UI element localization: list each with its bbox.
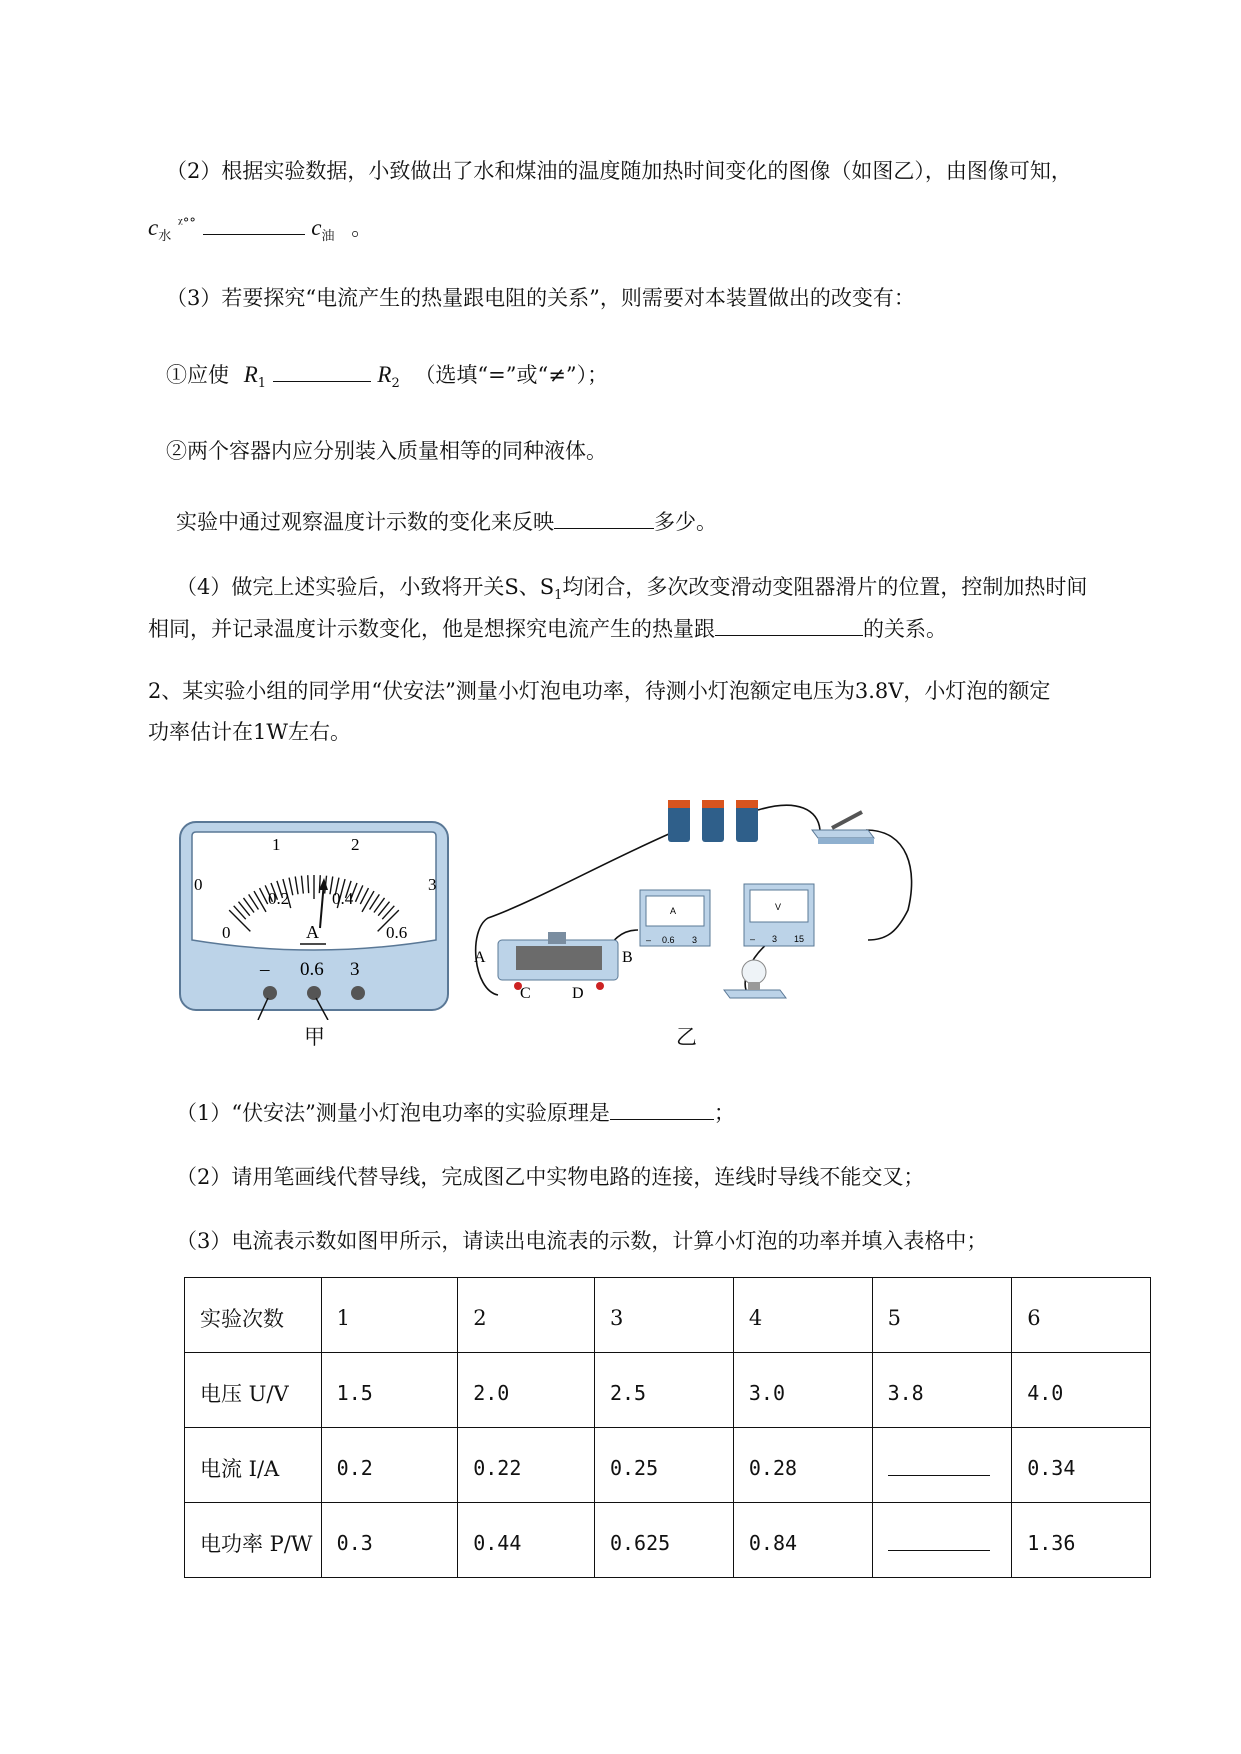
table-cell xyxy=(321,1428,458,1503)
row-header-cell xyxy=(185,1503,322,1578)
cell-text: 0.34 xyxy=(1027,1456,1076,1480)
cell-text: 2.5 xyxy=(609,1381,647,1405)
table-cell xyxy=(1012,1353,1151,1428)
rheostat-coil xyxy=(516,946,602,970)
cell-text: 2 xyxy=(473,1306,487,1330)
lamp-base xyxy=(724,990,786,998)
item1-prefix: ①应使 xyxy=(166,363,229,387)
cell-text: 3.8 xyxy=(887,1381,924,1405)
battery-3-cap xyxy=(736,800,758,808)
cell-text: 1.5 xyxy=(336,1381,373,1405)
row-header-cell xyxy=(185,1353,322,1428)
rheostat-label-b: B xyxy=(622,949,633,966)
ammeter-tick xyxy=(308,875,309,893)
row-header-cell xyxy=(185,1428,322,1503)
q1-part3-text: （3）若要探究“电流产生的热量跟电阻的关系”，则需要对本装置做出的改变有： xyxy=(166,286,915,310)
table-cell xyxy=(872,1353,1012,1428)
cell-text: 1.36 xyxy=(1027,1531,1076,1555)
q1-part3-item1 xyxy=(166,359,608,399)
table-cell xyxy=(321,1278,458,1353)
cell-text: 0.2 xyxy=(336,1456,373,1480)
c-water-sub: 水 xyxy=(158,229,172,245)
q1-part3-line1 xyxy=(166,283,915,313)
observe-prefix: 实验中通过观察温度计示数的变化来反映 xyxy=(176,510,554,534)
s1-sub: 1 xyxy=(554,588,563,604)
cell-text: 电压 U/V xyxy=(200,1382,289,1406)
q2-part2-text: （2）请用笔画线代替导线，完成图乙中实物电路的连接，连线时导线不能交叉； xyxy=(176,1165,925,1189)
top-scale-1: 1 xyxy=(272,835,281,854)
top-scale-2: 2 xyxy=(351,835,360,854)
table-cell xyxy=(458,1503,595,1578)
table-cell xyxy=(1012,1428,1151,1503)
fig-jia-caption-text: 甲 xyxy=(304,1025,325,1049)
q2-part3-text: （3）电流表示数如图甲所示，请读出电流表的示数，计算小灯泡的功率并填入表格中； xyxy=(176,1229,988,1253)
c-water-symbol: c xyxy=(148,215,159,240)
circuit-voltmeter xyxy=(744,884,814,946)
row-header-cell xyxy=(185,1278,322,1353)
switch-lever xyxy=(832,812,862,828)
cell-text: 电功率 P/W xyxy=(200,1532,313,1556)
lamp-bulb xyxy=(742,960,766,984)
part4-line2-prefix: 相同，并记录温度计示数变化，他是想探究电流产生的热量跟 xyxy=(148,617,715,641)
cell-text: 3 xyxy=(609,1306,624,1330)
table-row xyxy=(185,1278,1151,1353)
bottom-scale-2: 0.4 xyxy=(332,889,354,908)
terminal-minus xyxy=(263,986,277,1000)
table-cell xyxy=(321,1503,458,1578)
voltmeter-t0: – xyxy=(750,934,756,944)
part4-line2-suffix: 的关系。 xyxy=(863,617,947,641)
answer-blank[interactable] xyxy=(888,1530,990,1551)
lamp xyxy=(724,960,786,998)
table-cell xyxy=(1012,1278,1151,1353)
q1-part3-observe xyxy=(176,506,717,537)
rheostat xyxy=(474,932,633,1002)
cell-text: 0.625 xyxy=(609,1531,671,1555)
terminal-label-3: 3 xyxy=(350,959,360,980)
table-cell xyxy=(458,1278,595,1353)
cell-text: 5 xyxy=(887,1306,901,1330)
r2-sub: 2 xyxy=(391,376,400,392)
table-row xyxy=(185,1353,1151,1428)
c-oil-symbol: c xyxy=(311,215,322,240)
rheostat-label-d: D xyxy=(572,985,584,1002)
cell-text: 1 xyxy=(336,1306,351,1330)
rheostat-label-a: A xyxy=(474,949,486,966)
table-cell xyxy=(594,1503,733,1578)
ammeter-tick xyxy=(319,875,320,893)
cell-text: 0.25 xyxy=(609,1456,659,1480)
terminal-label-minus: – xyxy=(260,959,270,980)
terminal-label-0-6: 0.6 xyxy=(300,959,324,980)
c-oil-sub: 油 xyxy=(321,229,335,245)
q1-part2-text: （2）根据实验数据，小致做出了水和煤油的温度随加热时间变化的图像（如图乙），由图像可知， xyxy=(166,159,1072,183)
answer-blank[interactable] xyxy=(888,1455,990,1476)
r-compare-blank[interactable] xyxy=(273,359,371,382)
ammeter-unit: A xyxy=(306,922,319,942)
part4-text-b: 均闭合，多次改变滑动变阻器滑片的位置，控制加热时间 xyxy=(562,575,1088,599)
table-cell xyxy=(594,1278,733,1353)
top-scale-3: 3 xyxy=(428,875,437,894)
table-cell xyxy=(1012,1503,1151,1578)
wire-switch-voltmeter xyxy=(866,830,912,940)
q2-part2 xyxy=(176,1162,924,1192)
line-end: 。 xyxy=(351,216,373,240)
observe-blank[interactable] xyxy=(554,506,654,529)
q1-part2-line2 xyxy=(148,209,372,252)
q2-part1 xyxy=(176,1097,735,1128)
cell-text: 实验次数 xyxy=(200,1307,284,1331)
principle-blank[interactable] xyxy=(610,1097,714,1120)
switch-base-side xyxy=(818,838,874,844)
table-cell xyxy=(733,1503,872,1578)
table-cell xyxy=(458,1353,595,1428)
terminal-0-6 xyxy=(307,986,321,1000)
cell-text: 3.0 xyxy=(748,1381,785,1405)
part4-blank[interactable] xyxy=(715,613,863,636)
table-cell xyxy=(594,1353,733,1428)
table-row xyxy=(185,1503,1151,1578)
cell-text: 2.0 xyxy=(473,1381,510,1405)
cell-text: 0.28 xyxy=(748,1456,798,1480)
part4-text-a: （4）做完上述实验后，小致将开关S、S xyxy=(176,575,555,599)
circuit-ammeter-t2: 3 xyxy=(692,935,698,945)
item2-text: ②两个容器内应分别装入质量相等的同种液体。 xyxy=(166,439,607,463)
cell-text: 0.84 xyxy=(748,1531,798,1555)
voltmeter-t1: 3 xyxy=(772,934,778,944)
cell-text: 电流 I/A xyxy=(200,1457,280,1481)
battery-2-cap xyxy=(702,800,724,808)
table-cell xyxy=(594,1428,733,1503)
terminal-3 xyxy=(351,986,365,1000)
lamp-socket xyxy=(748,982,760,990)
table-cell[interactable] xyxy=(872,1428,1012,1503)
cell-text: 0.44 xyxy=(473,1531,522,1555)
cell-text: 0.3 xyxy=(336,1531,373,1555)
switch-base xyxy=(812,830,874,838)
voltmeter-unit: V xyxy=(775,902,782,912)
q2-line2 xyxy=(148,717,351,747)
compare-c-blank[interactable] xyxy=(203,212,305,235)
cell-text: 6 xyxy=(1027,1306,1041,1330)
switch xyxy=(812,812,874,844)
circuit-ammeter-unit: A xyxy=(670,906,677,916)
voltmeter-t2: 15 xyxy=(794,934,805,944)
fig-jia-caption xyxy=(304,1022,325,1052)
circuit-ammeter-t1: 0.6 xyxy=(662,935,675,945)
top-scale-0: 0 xyxy=(194,875,203,894)
q2-part1-prefix: （1）“伏安法”测量小灯泡电功率的实验原理是 xyxy=(176,1101,610,1125)
q1-part2-line1 xyxy=(166,156,1072,186)
item1-suffix: （选填“=”或“≠”）； xyxy=(414,363,609,387)
wire-battery-switch xyxy=(758,805,820,830)
observe-suffix: 多少。 xyxy=(654,510,717,534)
ammeter-figure xyxy=(178,820,460,1020)
table-cell xyxy=(872,1278,1012,1353)
fig-yi-caption xyxy=(676,1022,697,1052)
r2-symbol: R xyxy=(377,362,392,387)
table-cell xyxy=(733,1428,872,1503)
battery-pack xyxy=(668,800,758,842)
superscript-mark: ᵡ°° xyxy=(177,216,196,231)
table-cell[interactable] xyxy=(872,1503,1012,1578)
r1-symbol: R xyxy=(243,362,258,387)
bottom-scale-3: 0.6 xyxy=(386,923,408,942)
data-table xyxy=(184,1277,1151,1578)
table-cell xyxy=(458,1428,595,1503)
cell-text: 4.0 xyxy=(1027,1381,1064,1405)
q2-text-2: 功率估计在1W左右。 xyxy=(148,720,351,744)
table-row xyxy=(185,1428,1151,1503)
q2-part1-suffix: ； xyxy=(713,1101,735,1125)
rheostat-slider xyxy=(548,932,566,944)
bottom-scale-0: 0 xyxy=(222,923,231,942)
q2-text-1: 2、某实验小组的同学用“伏安法”测量小灯泡电功率，待测小灯泡额定电压为3.8V，小灯泡的额定 xyxy=(148,679,1051,703)
table-cell xyxy=(733,1353,872,1428)
q1-part4-line1 xyxy=(176,572,1087,611)
terminal-d xyxy=(596,982,604,990)
fig-yi-caption-text: 乙 xyxy=(676,1025,697,1049)
table-cell xyxy=(321,1353,458,1428)
bottom-scale-1: 0.2 xyxy=(268,889,290,908)
battery-1-cap xyxy=(668,800,690,808)
q2-part3 xyxy=(176,1226,987,1256)
cell-text: 4 xyxy=(748,1306,763,1330)
rheostat-label-c: C xyxy=(520,985,531,1002)
circuit-figure xyxy=(468,790,928,1020)
q1-part4-line2 xyxy=(148,613,947,644)
q2-line1 xyxy=(148,676,1050,706)
q1-part3-item2 xyxy=(166,436,607,466)
r1-sub: 1 xyxy=(257,376,267,392)
circuit-ammeter xyxy=(640,890,710,946)
circuit-ammeter-t0: – xyxy=(646,935,652,945)
cell-text: 0.22 xyxy=(473,1456,522,1480)
table-cell xyxy=(733,1278,872,1353)
